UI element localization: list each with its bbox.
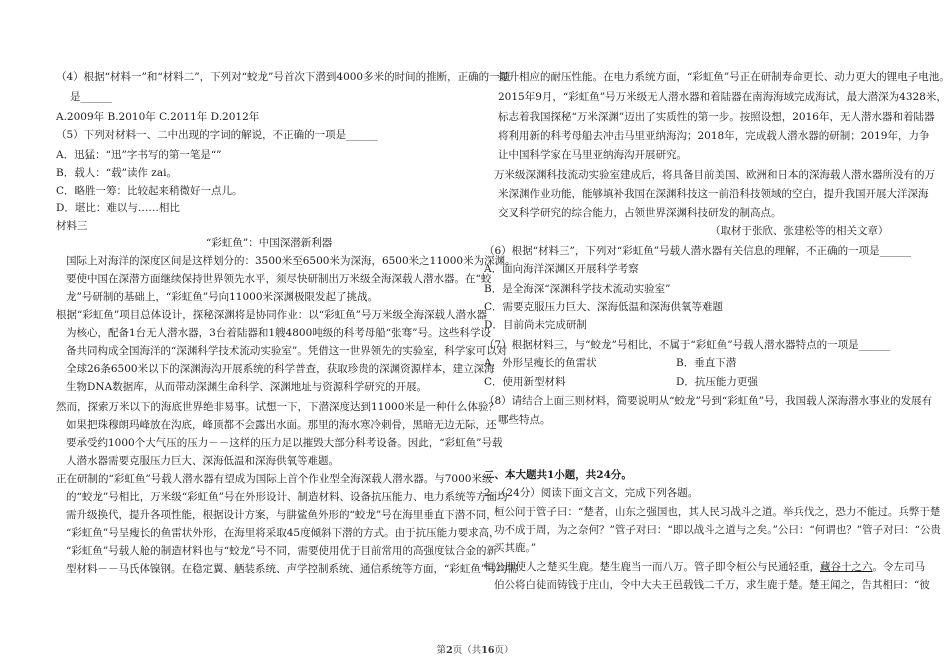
underlined-phrase: 藏谷十之六 (820, 561, 873, 573)
classical-text-line: 桓公即使人之楚买生鹿。楚生鹿当一而八万。管子即令桓公与民通轻重，藏谷十之六。令左司马 (484, 561, 925, 573)
paragraph-2-line: 生物DNA数据库，从而带动深渊生命科学、深渊地址与资源科学研究的开展。 (66, 381, 428, 393)
source-citation: （取材于张欣、张建松等的相关文章） (710, 225, 889, 237)
q7-option-c: C．使用新型材料 (484, 376, 566, 388)
paragraph-5-line: 米深渊作业功能，能够填补我国在深渊科技这一前沿科技领域的空白，提升我国开展大洋深海 (498, 188, 929, 200)
q7-option-a: A．外形呈瘦长的鱼雷状 (484, 357, 597, 369)
q8-stem: （8）请结合上面三则材料，简要说明从“蛟龙”号到“彩虹鱼”号，我国载人深海潜水事业的发展有 (484, 395, 933, 407)
material-3-label: 材料三 (56, 220, 88, 232)
q5-option-c: C．略胜一筹：比较起来稍微好一点儿。 (56, 185, 243, 197)
continued-paragraph-line: 让中国科学家在马里亚纳海沟开展研究。 (498, 149, 687, 161)
q6-option-b: B．是全海深“深渊科学技术流动实验室” (484, 283, 671, 295)
q7-option-b: B．垂直下潜 (676, 357, 737, 369)
paragraph-4-line: “彩虹鱼”号载人舱的制造材料也与“蛟龙”号不同，需要使用优于目前常用的高强度钛合金的新 (66, 545, 497, 557)
q4-stem: （4）根据“材料一”和“材料二”，下列对“蛟龙”号首次下潜到4000多米的时间的推断，正确的一项 (56, 71, 511, 83)
q5-option-a: A．迅猛：“迅”字书写的第一笔是“” (56, 149, 222, 161)
classical-text-line: 伯公将白徒而铸钱于庄山，令中大夫王邑载钱二千万，求生鹿于楚。楚王闻之，告其相曰：“彼 (494, 579, 930, 591)
q6-option-d: D．目前尚未完成研制 (484, 319, 587, 331)
paragraph-3-line: 人潜水器需要克服压力巨大、深海低温和深海供氧等难题。 (66, 455, 339, 467)
paragraph-1-line: 要使中国在深潜方面继续保持世界领先水平，须尽快研制出万米级全海深载人潜水器。在“蛟 (66, 273, 492, 285)
q6-option-a: A．面向海洋深渊区开展科学考察 (484, 263, 639, 275)
paragraph-4-line: 的“蛟龙”号相比，万米级“彩虹鱼”号在外形设计、制造材料、设备抗压能力、电力系统等方面均 (66, 491, 508, 503)
continued-paragraph-line: 2015年9月，“彩虹鱼”号万米级无人潜水器和着陆器在南海海域完成海试，最大潜深为4328米， (498, 91, 947, 103)
paragraph-3-line: 要承受约1000个大气压的压力－－这样的压力足以摧毁大部分科考设备。因此，“彩虹鱼”号载 (66, 437, 503, 449)
classical-text-line: 买其鹿。” (494, 542, 537, 554)
page-footer: 第2页（共16页） (436, 645, 514, 656)
current-page-number: 2 (446, 645, 453, 656)
q4-options: A.2009年 B.2010年 C.2011年 D.2012年 (56, 111, 260, 123)
q5-stem: （5）下列对材料一、二中出现的字词的解说，不正确的一项是______ (56, 129, 378, 141)
paragraph-5-line: 万米级深渊科技流动实验室建成后，将具备目前美国、欧洲和日本的深海载人潜水器所没有的万 (494, 169, 935, 181)
paragraph-2-line: 全球26条6500米以下的深渊海沟开展系统的科学普查，获取珍贵的深渊资源样本，建立深海 (66, 363, 495, 375)
paragraph-5-line: 交叉科学研究的综合能力，占领世界深渊科技研发的制高点。 (498, 207, 782, 219)
continued-paragraph-line: 标志着我国探秘“万米深渊”迈出了实质性的第一步。按照设想，2016年，无人潜水器和着陆器 (498, 111, 935, 123)
paragraph-2-line: 根据“彩虹鱼”项目总体设计，探秘深渊将是协同作业：以“彩虹鱼”号万米级全海深载人潜水器 (56, 309, 487, 321)
paragraph-4-line: “彩虹鱼”号呈瘦长的鱼雷状外形，在海里将采取45度倾斜下潜的方式。由于抗压能力要求高， (66, 527, 500, 539)
paragraph-3-line: 然而，探索万米以下的海底世界绝非易事。试想一下，下潜深度达到11000米是一种什么体验？ (56, 401, 499, 413)
section-2-heading: 二、本大题共1小题，共24分。 (484, 469, 632, 481)
paragraph-3-line: 如果把珠穆朗玛峰放在沟底，峰顶都不会露出水面。那里的海水寒冷刺骨，黑暗无边无际，还 (66, 419, 497, 431)
q5-option-d: D．堪比：难以与……相比 (56, 202, 180, 214)
question-2-stem: 2．（24分）阅读下面文言文，完成下列各题。 (484, 487, 699, 499)
paragraph-4-line: 型材料－－马氏体镍钢。在稳定翼、舾装系统、声学控制系统、通信系统等方面，“彩虹鱼”号均需 (66, 563, 518, 575)
q7-option-d: D．抗压能力更强 (676, 376, 758, 388)
continued-paragraph-line: 提升相应的耐压性能。在电力系统方面，“彩虹鱼”号正在研制寿命更长、动力更大的锂电子电池。 (498, 71, 950, 83)
q8-stem: 哪些特点。 (498, 414, 551, 426)
classical-text-line: 桓公问于管子曰：“楚者，山东之强国也，其人民习战斗之道。举兵伐之，恐力不能过。兵弊于楚 (494, 506, 941, 518)
q6-stem: （6）根据“材料三”，下列对“彩虹鱼”号载人潜水器有关信息的理解，不正确的一项是______ (484, 245, 912, 257)
total-pages-number: 16 (481, 645, 495, 656)
paragraph-4-line: 正在研制的“彩虹鱼”号载人潜水器有望成为国际上首个作业型全海深载人潜水器。与7000米级 (56, 473, 493, 485)
paragraph-2-line: 备共同构成全国海洋的“深渊科学技术流动实验室”。凭借这一世界领先的实验室，科学家可以对 (66, 345, 508, 357)
material-3-title: “彩虹鱼”：中国深潜新利器 (206, 237, 333, 249)
paragraph-1-line: 龙”号研制的基础上，“彩虹鱼”号向11000米深渊极限发起了挑战。 (66, 291, 379, 303)
q7-stem: （7）根据材料三，与“蛟龙”号相比，不属于“彩虹鱼”号载人潜水器特点的一项是______ (484, 339, 891, 351)
q4-stem-blank: 是______ (70, 91, 112, 103)
paragraph-2-line: 为核心，配备1台无人潜水器，3台着陆器和1艘4800吨级的科考母船“张骞”号。这些科学设 (66, 327, 491, 339)
continued-paragraph-line: 将利用新的科考母船去冲击马里亚纳海沟；2018年，完成载人潜水器的研制；2019年，力争 (498, 130, 930, 142)
classical-text-line: 功不成于周，为之奈何？”管子对曰：“即以战斗之道与之矣。”公曰：“何谓也？”管子对曰：“公贵 (494, 524, 941, 536)
q5-option-b: B．载人：“载”读作 zai。 (56, 167, 177, 179)
paragraph-4-line: 需升级换代，提升各项性能，根据设计方案，与肼鲨鱼外形的“蛟龙”号在海里垂直下潜不同， (66, 509, 497, 521)
paragraph-1-line: 国际上对海洋的深度区间是这样划分的：3500米至6500米为深海，6500米之11000米为深渊。 (66, 255, 516, 267)
q6-option-c: C．需要克服压力巨大、深海低温和深海供氧等难题 (484, 301, 724, 313)
